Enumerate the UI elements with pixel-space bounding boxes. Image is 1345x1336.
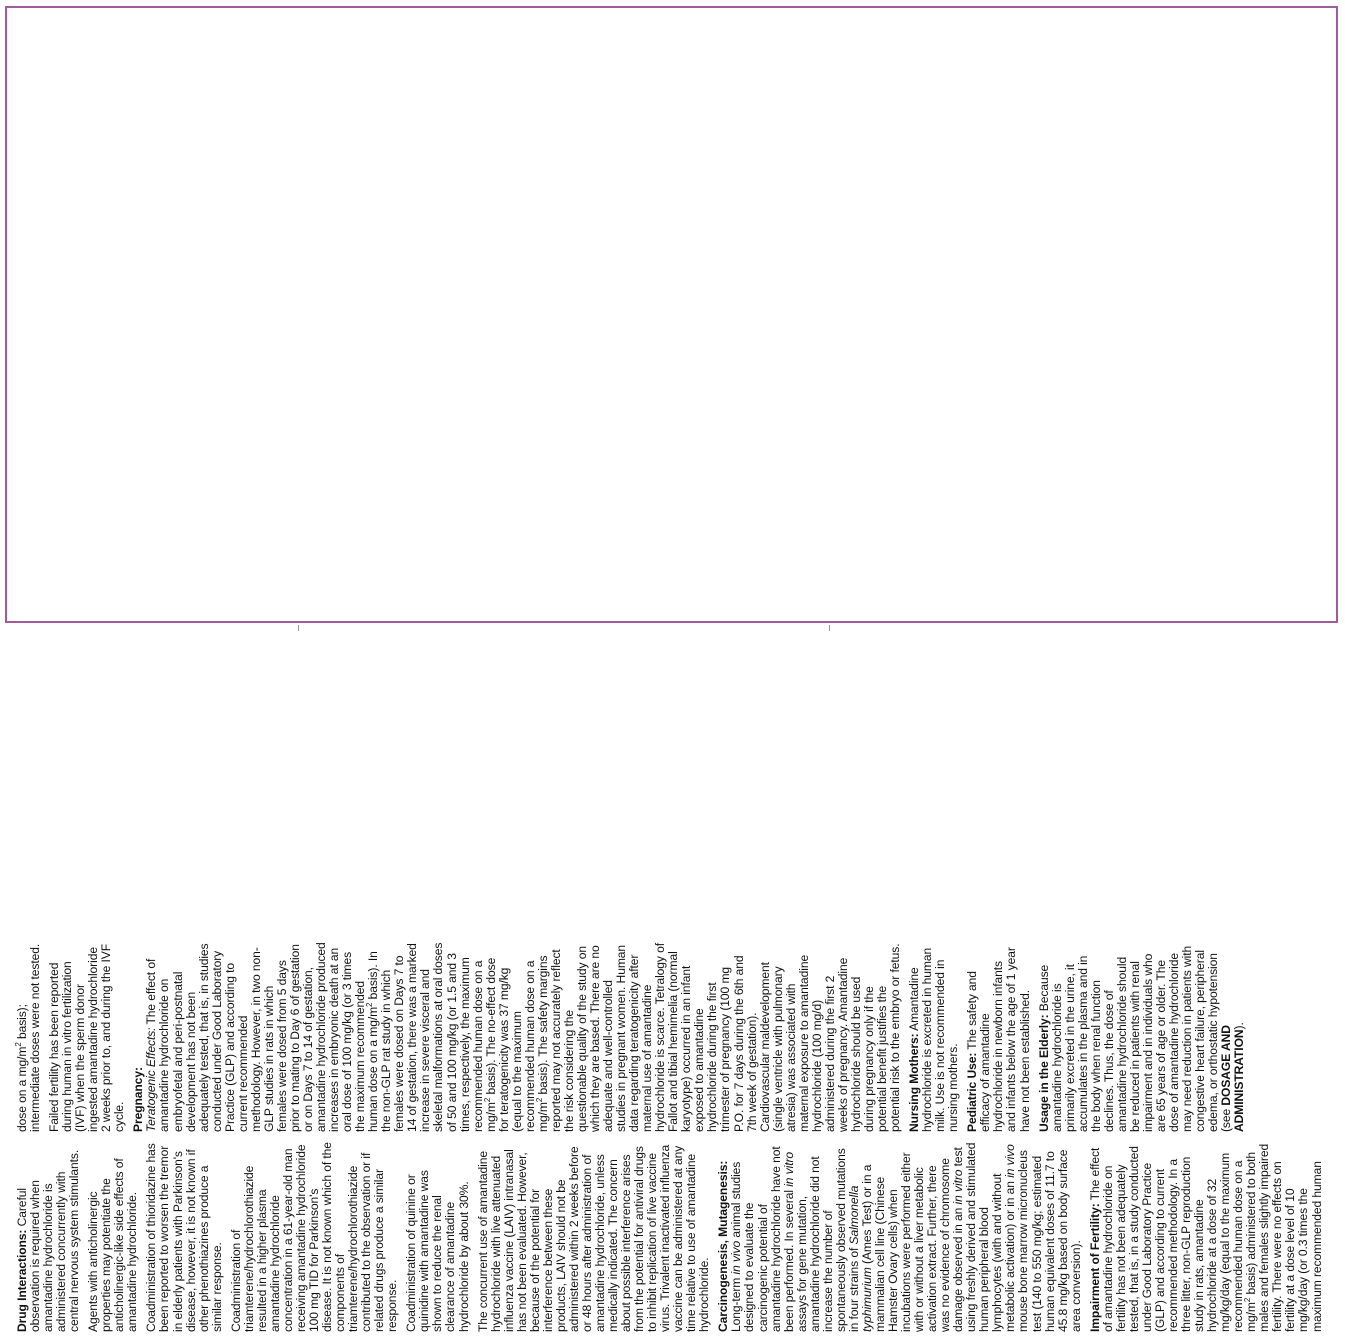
paragraph-text: Coadministration of thioridazine has been reported to worsen the tremor in elderly patients with Parkinson's disease, however, it is not known if other phenothiazines produce a similar response.	[144, 1143, 224, 1332]
paragraph-text: basis) administered to both males and females slightly impaired fertility. There were no effects on fertility at a dose level of 10 mg/kg/day (or 0.3 times the maximum recommended human dose on a mg/m	[15, 1046, 1324, 1332]
paragraph-text: Coadministration of triamterene/hydrochlorothiazide resulted in a higher plasma amantadine hydrochloride concentration in a 61-year-old man receiving amantadine hydrochloride 100 mg TID for Parkinson's disease. It is not known which of the components of triamterene/hydrochlorothiazide contributed to the observation or if related drugs produce a similar response.	[228, 1142, 400, 1332]
paragraph-text: basis); intermediate doses were not tested.	[15, 943, 43, 1132]
nursing-mothers-paragraph	[908, 942, 960, 1132]
paragraph-text: Because amantadine hydrochloride is primarily excreted in the urine, it accumulates in the plasma and in the body when renal function declines. Thus, the dose of amantadine hydrochloride should be reduced in patients with renal impairment and in individuals who are 65 years of age or older. The dose of amantadine hydrochloride may need reduction in patients with congestive heart failure, peripheral edema, or orthostatic hypotension (see	[1036, 945, 1234, 1132]
dosage-reference: DOSAGE AND ADMINISTRATION	[1219, 1025, 1247, 1132]
pediatric-use-paragraph	[966, 942, 1031, 1132]
paragraph-text: Amantadine hydrochloride is excreted in human milk. Use is not recommended in nursing mothers.	[907, 947, 961, 1132]
paragraph-text: test using freshly derived and stimulated human peripheral blood lymphocytes (with and without metabolic activation) or in an	[951, 1142, 1018, 1332]
elderly-usage-paragraph	[1038, 942, 1247, 1132]
superscript: 2	[482, 1097, 492, 1103]
superscript: 2	[1243, 1297, 1253, 1303]
paragraph	[145, 1142, 223, 1332]
italic-term: in vivo	[729, 1240, 744, 1275]
paragraph-text: Failed fertility has been reported during human in vitro fertilization (IVF) when the sperm donor ingested amantadine hydrochloride 2 weeks prior to, and during the IVF cycle.	[47, 944, 127, 1132]
paragraph-text: Careful observation is required when amantadine hydrochloride is administered concurrently with central nervous system stimulants.	[15, 1149, 82, 1332]
paragraph-text: The concurrent use of amantadine hydrochloride with live attenuated influenza vaccine (LAIV) intranasal has not been evaluated. However, because of the potential for interference between these products, LAIV should not be administered within 2 weeks before or 48 hours after administration of amantadine hydrochloride, unless medically indicated. The concern about possible interference arises from the potential for antiviral drugs to inhibit replication of live vaccine virus. Trivalent inactivated influenza vaccine can be administered at any time relative to use of amantadine hydrochloride.	[475, 1144, 712, 1332]
pregnancy-paragraph	[145, 942, 902, 1132]
italic-term: in vitro	[781, 1151, 796, 1187]
paragraph	[48, 942, 126, 1132]
paragraph-text: mouse bone marrow micronucleus test (140 to 550 mg/kg; estimated human equivalent doses of 11.7 to 45.8 mg/kg based on body surface area conversion).	[1016, 1149, 1083, 1332]
paragraph-text: Coadministration of quinine or quinidine with amantadine was shown to reduce the renal clearance of amantadine hydrochloride by about 30%.	[404, 1170, 471, 1332]
paragraph-text: Long-term	[729, 1274, 744, 1332]
superscript: 2	[534, 1097, 544, 1103]
paragraph-text: The effect of amantadine hydrochloride on fertility has not been adequately tested, that is, in a study conducted under Good Laboratory Practice (GLP) and according to current recommended methodology. In a three litter, non-GLP reproduction study in rats, amantadine hydrochloride at a dose of 32 mg/kg/day (equal to the maximum recommended human dose on a mg/m	[1087, 1146, 1259, 1332]
paragraph-text: The safety and efficacy of amantadine hydrochloride in newborn infants and infants below the age of 1 year have not been established.	[965, 947, 1032, 1132]
paragraph-text: The effect of amantadine hydrochloride on embryofetal and peri-postnatal development has not been adequately tested, that is, in studies conducted under Good Laboratory Practice (GLP) and according to current recommended methodology. However, in two non-GLP studies in rats in which females were dosed from 5 days prior to mating to Day 6 of gestation or on Days 7 to 14 of gestation, amantadine hydrochloride produced increases in embryonic death at an oral dose of 100 mg/kg (or 3 times the maximum recommended human dose on a mg/m	[144, 942, 381, 1132]
paragraph	[87, 1142, 139, 1332]
paragraph-text: Agents with anticholinergic properties may potentiate the anticholinergic-like side effects of amantadine hydrochloride.	[86, 1158, 140, 1332]
elderly-usage-heading: Usage in the Elderly:	[1036, 1014, 1051, 1132]
nursing-mothers-heading: Nursing Mothers:	[907, 1033, 922, 1132]
paragraph-text: animal studies designed to evaluate the carcinogenic potential of amantadine hydrochloride have not been performed. In several	[729, 1146, 796, 1332]
carcinogenesis-paragraph	[717, 1142, 1082, 1332]
paragraph-text: basis). The safety margins reported may not accurately reflect the risk considering the questionable quality of the study on which they are based. There are no adequate and well-controlled studies in pregnant women. Human data regarding teratogenicity after maternal use of amantadine hydrochloride is scarce. Tetralogy of Fallot and tibial hemimelia (normal karyotype) occurred in an infant exposed to amantadine hydrochloride during the first trimester of pregnancy (100 mg P.O. for 7 days during the 6th and 7th week of gestation). Cardiovascular maldevelopment (single ventricle with pulmonary atresia) was associated with maternal exposure to amantadine hydrochloride (100 mg/d) administered during the first 2 weeks of pregnancy. Amantadine hydrochloride should be used during pregnancy only if the potential benefit justifies the potential risk to the embryo or fetus.	[535, 943, 903, 1132]
paragraph-text: (Ames Test) or in a mammalian cell line (Chinese Hamster Ovary cells) when incubations were performed either with or without a liver metabolic activation extract. Further, there was no evidence of chromosome damage observed in an	[859, 1152, 966, 1332]
paragraph-text: basis). In the non-GLP rat study in which females were dosed on Days 7 to 14 of gestation, there was a marked increase in severe visceral and skeletal malformations at oral doses of 50 and 100 mg/kg (or 1.5 and 3 times, respectively, the maximum recommended human dose on a mg/m	[366, 942, 498, 1132]
paragraph-text: basis). The no-effect dose for teratogenicity was 37 mg/kg (equal to the maximum recommended human dose on a mg/m	[483, 957, 550, 1132]
carcinogenesis-heading: Carcinogenesis, Mutagenesis:	[716, 1160, 731, 1332]
drug-interactions-heading: Drug Interactions:	[15, 1229, 29, 1332]
fertility-heading: Impairment of Fertility:	[1087, 1203, 1102, 1332]
italic-term: in vivo	[1003, 1144, 1018, 1178]
label-text-page	[10, 736, 1332, 1336]
superscript: 2	[13, 1042, 23, 1047]
italic-term: Salmonella typhimurium	[846, 1185, 874, 1332]
pediatric-use-heading: Pediatric Use:	[965, 1052, 980, 1132]
paragraph	[405, 1142, 470, 1332]
paragraph-text: assays for gene mutation, amantadine hydrochloride did not increase the number of spontaneously observed mutations in four strains of	[794, 1148, 861, 1332]
italic-term: in vitro	[951, 1169, 966, 1205]
rotated-page-container	[10, 14, 1332, 1332]
paragraph-text: ).	[1232, 1022, 1247, 1030]
pregnancy-heading: Pregnancy:	[131, 1067, 146, 1132]
paragraph	[477, 1142, 712, 1332]
paragraph	[230, 1142, 400, 1332]
cut-mark	[298, 625, 299, 631]
superscript: 2	[365, 1002, 375, 1007]
cut-mark	[829, 625, 830, 631]
drug-interactions-paragraph	[16, 1142, 81, 1332]
teratogenic-subheading: Teratogenic Effects:	[144, 1027, 159, 1132]
